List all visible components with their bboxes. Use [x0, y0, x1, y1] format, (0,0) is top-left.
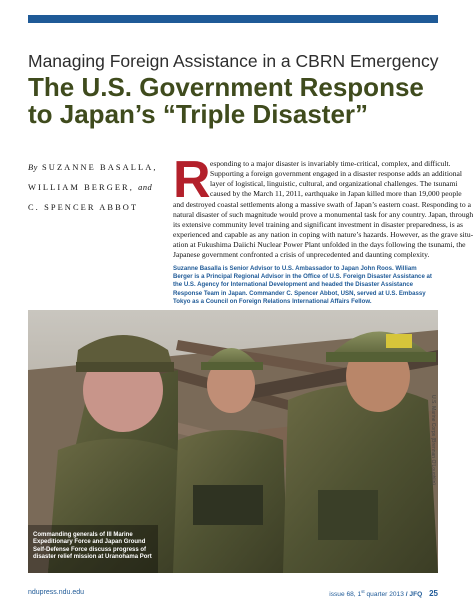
article-title	[28, 74, 424, 128]
author-1: SUZANNE BASALLA,	[42, 163, 158, 172]
body-line: caused by the March 11, 2011, earthquake in Japan killed more than 19,000 people	[210, 189, 462, 198]
issue-prefix: issue 68, 1	[329, 591, 362, 599]
photo-credit: U.S. Marine Corps (Brennan O’Loughlin)	[430, 395, 436, 486]
byline-by: By	[28, 163, 38, 172]
byline	[28, 158, 168, 218]
footer-separator: /	[405, 591, 408, 599]
title-line-1: The U.S. Government Response	[28, 72, 424, 102]
author-3: C. SPENCER ABBOT	[28, 203, 139, 212]
body-line: Supporting a foreign government engaged in a disaster response adds an additional	[210, 169, 463, 178]
body-line: ation at Fukushima Daiichi Nuclear Power Plant unfolded in the days following the tsunami, the	[173, 240, 466, 249]
footer-issue	[329, 589, 438, 598]
body-line: Japanese government confronted a crisis of unprecedented and daunting complexity.	[173, 250, 430, 259]
top-rule	[28, 15, 438, 23]
body-line: experienced and capable as any nation in coping with nature’s hazards. However, as the grave situ-	[173, 230, 474, 239]
page-number: 25	[429, 589, 438, 599]
body-line: esponding to a major disaster is invariably time-critical, complex, and difficult.	[210, 159, 451, 168]
author-2: WILLIAM BERGER,	[28, 183, 134, 192]
body-line: layer of logistical, linguistic, cultural, and organizational challenges. The tsunami	[210, 179, 458, 188]
journal-name: JFQ	[409, 591, 423, 599]
footer-website: ndupress.ndu.edu	[28, 589, 85, 596]
body-line: its extensive community level training and significant investment in disaster preparedness, is as	[173, 220, 463, 229]
issue-suffix: quarter 2013	[364, 591, 404, 599]
article-kicker: Managing Foreign Assistance in a CBRN Emergency	[28, 51, 439, 71]
author-bio: Suzanne Basalla is Senior Advisor to U.S. Ambassador to Japan John Roos. William Berger is a Principal Regional Advisor in the Office of U.S. Foreign Disaster Assistance at the U.S. Agency for International Development and headed the Disaster Assistance Response Team in Japan. Commander C. Spencer Abbot, USN, served at U.S. Embassy Tokyo as a Council on Foreign Relations International Affairs Fellow.	[173, 265, 432, 305]
byline-and: and	[138, 183, 153, 192]
title-line-2: to Japan’s “Triple Disaster”	[28, 99, 369, 129]
drop-cap: R	[173, 151, 211, 209]
issue-superscript: st	[361, 589, 365, 594]
body-line: natural disaster of such magnitude would prove a monumental task for any country. Japan, through	[173, 210, 474, 219]
body-line: and destroyed coastal settlements along a massive swath of Japan’s eastern coast. Responding to a	[173, 200, 471, 209]
photo-caption: Commanding generals of III Marine Expeditionary Force and Japan Ground Self-Defense Force discuss progress of disaster relief mission at Uranohama Port	[33, 532, 152, 561]
